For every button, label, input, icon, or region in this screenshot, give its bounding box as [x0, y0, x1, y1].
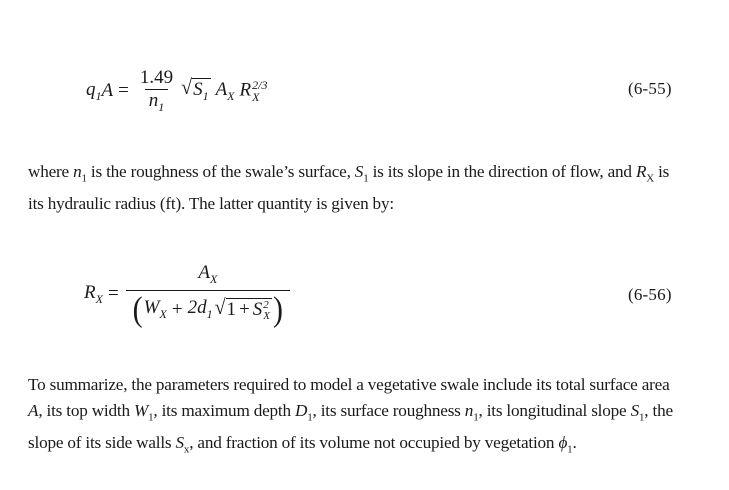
paragraph-where: [28, 159, 708, 217]
eq2-denominator: ( $W_X$ + $2d_1$ √ 1 + S 2 X ): [126, 290, 290, 325]
paragraph-2-line-3: slope of its side walls $S_x$, and fraction of its volume not occupied by vegetation $\phi_1$.: [28, 433, 577, 456]
eq2-radicand: 1 + S 2 X: [226, 298, 270, 322]
eq1-coefficient-fraction: [136, 68, 177, 113]
paragraph-1-line-1: where $n_1$ is the roughness of the swale’s surface, $S_1$ is its slope in the direction of flow, and $R_X$ is: [28, 162, 670, 185]
paragraph-2-line-1: To summarize, the parameters required to model a vegetative swale include its total surface area: [28, 375, 670, 394]
eq1-area-term: $A_X$: [215, 78, 235, 103]
eq1-radicand: $S_1$: [193, 79, 209, 103]
eq1-lhs-A: A: [101, 80, 114, 101]
eq2-equals: =: [107, 283, 119, 304]
eq1-sqrt-slope: [181, 78, 210, 104]
eq1-equals: =: [118, 80, 129, 101]
eq2-numerator: $A_X$: [198, 262, 218, 286]
eq2-fraction: [126, 262, 290, 329]
right-paren-icon: ): [273, 290, 283, 329]
left-paren-icon: (: [132, 290, 143, 329]
equation-number-6-56: (6-56): [628, 285, 672, 304]
equation-6-55: [86, 56, 267, 126]
radical-sign-icon: √: [214, 296, 226, 320]
paragraph-2-line-2: A, its top width $W_1$, its maximum depth $D_1$, its surface roughness $n_1$, its longitudinal slope $S_1$, the: [28, 401, 673, 424]
equation-number-6-55: (6-55): [628, 79, 672, 98]
eq1-radius-term: R 2/3 X: [239, 78, 268, 104]
eq1-coef-numerator: 1.49: [139, 67, 174, 89]
paragraph-1-line-2: its hydraulic radius (ft). The latter quantity is given by:: [28, 194, 394, 214]
eq1-coef-denominator: $n_1$: [145, 89, 169, 113]
eq2-sqrt: [215, 298, 272, 322]
paragraph-summary: [28, 372, 708, 463]
eq2-lhs-R: $R_X$: [84, 281, 103, 306]
eq1-lhs-q: $q_1$: [86, 78, 102, 103]
equation-6-56: [84, 254, 290, 334]
radical-sign-icon: √: [181, 76, 193, 100]
